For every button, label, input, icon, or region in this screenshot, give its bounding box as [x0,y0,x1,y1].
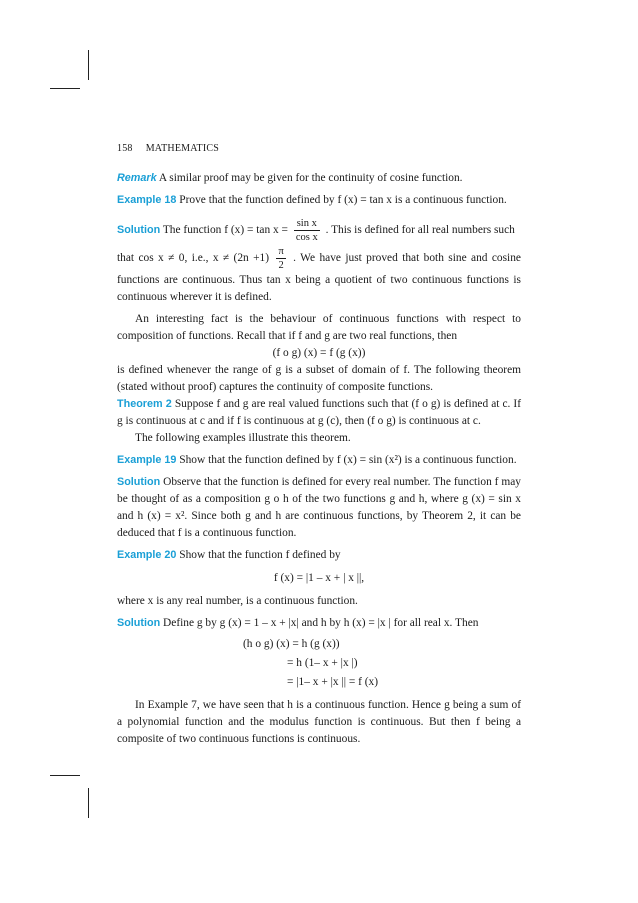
solution-18-line2-post: . We have just proved that both sine and cosine functions are continuous. Thus tan x being a quotient of two continuous functions is continuous wherever it is defined. [117,252,521,303]
page-number: 158 [117,143,133,154]
composition-after: is defined whenever the range of g is a subset of domain of f. The following theorem (stated without proof) captures the continuity of composite functions. [117,364,521,393]
example-20-text: Show that the function f defined by [179,549,341,561]
example-19-paragraph [117,452,521,469]
fraction-denominator: cos x [295,231,318,243]
equation-line-1: (h o g) (x) = h (g (x)) [243,638,340,650]
equation-line-2: = h (1– x + |x |) [287,657,358,669]
equation-line-3: = |1– x + |x || = f (x) [287,676,379,688]
example-20-label: Example 20 [117,549,177,561]
example-20-paragraph [117,547,521,564]
solution-20-label: Solution [117,617,161,629]
remark-text: A similar proof may be given for the continuity of cosine function. [158,172,463,184]
example-20-formula: f (x) = |1 – x + | x ||, [273,572,365,584]
solution-20-text: Define g by g (x) = 1 – x + |x| and h by h (x) = |x | for all real x. Then [163,617,479,629]
remark-paragraph [117,170,521,187]
fraction-numerator: π [278,246,284,257]
remark-label: Remark [117,172,157,184]
solution-20-equations [117,635,521,692]
solution-18-post: . This is defined for all real numbers such [325,224,515,236]
composition-paragraph: An interesting fact is the behaviour of continuous functions with respect to composition of functions. Recall that if f and g are two real functions, then [117,313,521,342]
example-19-label: Example 19 [117,454,177,466]
example-18-text: Prove that the function defined by f (x) = tan x is a continuous function. [179,194,507,206]
example-18-paragraph [117,192,521,209]
solution-18-pre: The function f (x) = tan x = [162,224,288,236]
crop-mark-bottom-horizontal [50,775,80,776]
fraction-numerator: sin x [294,217,320,231]
crop-mark-top-vertical [88,50,89,80]
solution-19-paragraph [117,474,521,542]
crop-mark-bottom-vertical [88,788,89,818]
example-19-text: Show that the function defined by f (x) = sin (x²) is a continuous function. [179,454,517,466]
solution-19-text: Observe that the function is defined for every real number. The function f may be thought of as a composition g o h of the two functions g and h, where g (x) = sin x and h (x) = x². Since both g and h are continuous functions, by Theorem 2, it can be deduced that f is a continuous function. [117,476,521,539]
solution-18-continued [117,245,521,306]
running-title: MATHEMATICS [145,143,220,154]
theorem-2-paragraph [117,396,521,430]
page-content [117,143,521,748]
fraction-denominator: 2 [278,260,284,271]
illustrate-paragraph: The following examples illustrate this theorem. [135,432,351,444]
composition-formula: (f o g) (x) = f (g (x)) [272,347,366,359]
solution-18-paragraph [117,215,521,245]
pi-over-two-fraction [276,245,285,272]
example-18-label: Example 18 [117,194,177,206]
solution-18-line2-pre: that cos x ≠ 0, i.e., x ≠ (2n +1) [117,252,270,265]
crop-mark-top-horizontal [50,88,80,89]
solution-20-paragraph [117,615,521,632]
theorem-2-text: Suppose f and g are real valued functions such that (f o g) is defined at c. If g is continuous at c and if f is continuous at g (c), then (f o g) is continuous at c. [117,398,521,427]
sin-over-cos-fraction [294,217,320,244]
theorem-2-label: Theorem 2 [117,398,172,410]
solution-19-label: Solution [117,476,161,488]
closing-paragraph: In Example 7, we have seen that h is a continuous function. Hence g being a sum of a polynomial function and the modulus function is continuous. But then f being a composite of two continuous functions is continuous. [117,699,521,745]
example-20-after: where x is any real number, is a continuous function. [117,595,358,607]
solution-18-label: Solution [117,224,161,236]
page-header [117,143,521,154]
